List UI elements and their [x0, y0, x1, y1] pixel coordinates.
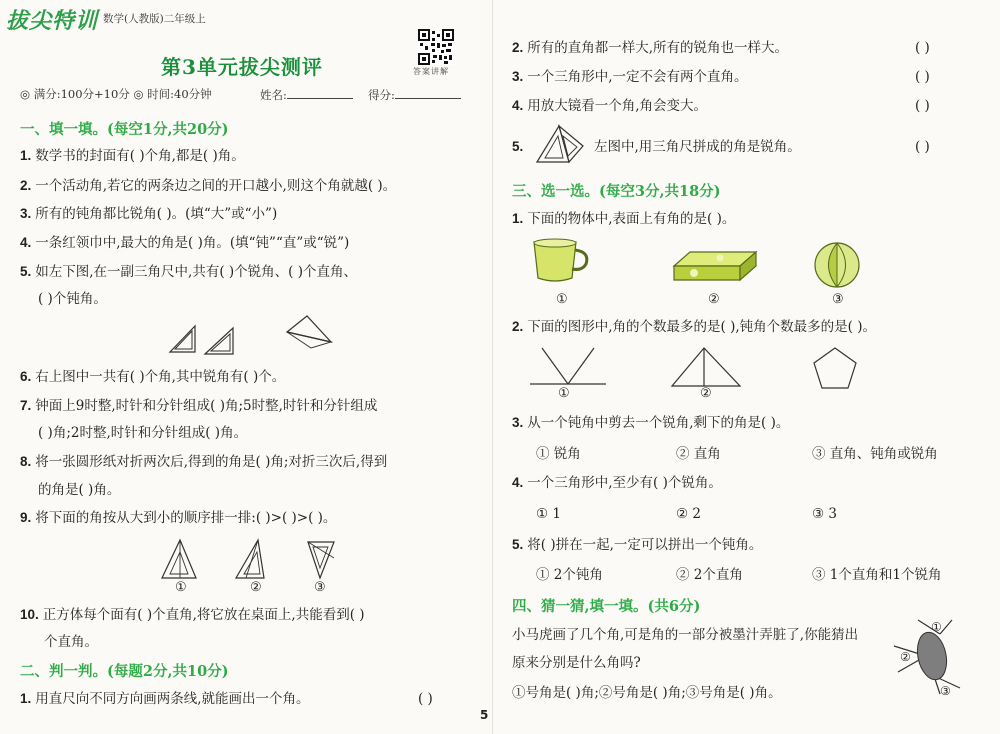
- brand-logo: 拔尖特训: [6, 9, 99, 34]
- question-text: ①号角是( )角;②号角是( )角;③号角是( )角。: [512, 685, 782, 701]
- question: 1. 下面的物体中,表面上有角的是( )。: [512, 211, 736, 227]
- option: ① 1: [536, 506, 561, 522]
- figure-label: ②: [700, 386, 712, 401]
- folded-shape-figure: [285, 314, 335, 352]
- page-number: 5: [480, 708, 489, 722]
- figure-label: ①: [931, 620, 942, 634]
- option: ③ 直角、钝角或锐角: [812, 446, 938, 462]
- cup-icon: [530, 238, 592, 288]
- question-text: 小马虎画了几个角,可是角的一部分被墨汁弄脏了,你能猜出: [512, 627, 859, 643]
- question: 4. 用放大镜看一个角,角会变大。: [512, 98, 708, 114]
- answer-paren: ( ): [915, 139, 930, 155]
- answer-paren: ( ): [915, 40, 930, 56]
- question: 5.: [512, 139, 524, 154]
- figure-label: ②: [900, 650, 911, 664]
- question: 6. 右上图中一共有( )个角,其中锐角有( )个。: [20, 369, 286, 385]
- qr-code-icon: [418, 29, 454, 65]
- figure-label: ③: [940, 684, 951, 698]
- option: ② 2: [676, 506, 701, 522]
- score-field: 得分:: [368, 86, 461, 103]
- question: 8. 将一张圆形纸对折两次后,得到的角是( )角;对折三次后,得到: [20, 454, 388, 470]
- option: ② 2个直角: [676, 567, 743, 583]
- page-title: 第3单元拔尖测评: [161, 55, 323, 79]
- question: 2. 下面的图形中,角的个数最多的是( ),钝角个数最多的是( )。: [512, 319, 876, 335]
- question: 2. 所有的直角都一样大,所有的锐角也一样大。: [512, 40, 789, 56]
- figure-label: ①: [558, 386, 570, 401]
- ball-icon: [812, 240, 862, 290]
- name-field: 姓名:: [260, 86, 353, 103]
- question-continued: ( )角;2时整,时针和分针组成( )角。: [38, 425, 248, 441]
- question: 1. 数学书的封面有( )个角,都是( )角。: [20, 148, 245, 164]
- angle-lines-figure: [528, 344, 608, 386]
- question-continued: ( )个钝角。: [38, 291, 107, 307]
- question: 1. 用直尺向不同方向画两条线,就能画出一个角。: [20, 691, 310, 707]
- question: 2. 一个活动角,若它的两条边之间的开口越小,则这个角就越( )。: [20, 178, 397, 194]
- question: 10. 正方体每个面有( )个直角,将它放在桌面上,共能看到( ): [20, 607, 365, 623]
- question: 3. 所有的钝角都比锐角( )。(填“大”或“小”): [20, 206, 278, 222]
- question: 9. 将下面的角按从大到小的顺序排一排:( )>( )>( )。: [20, 510, 337, 526]
- question: 5. 如左下图,在一副三角尺中,共有( )个锐角、( )个直角、: [20, 264, 357, 280]
- triangle-rulers-figure: [165, 318, 245, 358]
- page-fold: [492, 0, 493, 734]
- option: ③ 3: [812, 506, 837, 522]
- combined-rulers-figure: [535, 124, 585, 164]
- answer-paren: ( ): [915, 69, 930, 85]
- question: 4. 一条红领巾中,最大的角是( )角。(填“钝”“直”或“锐”): [20, 235, 350, 251]
- answer-paren: ( ): [418, 691, 433, 707]
- question: 3. 一个三角形中,一定不会有两个直角。: [512, 69, 748, 85]
- question: 4. 一个三角形中,至少有( )个锐角。: [512, 475, 722, 491]
- question: 3. 从一个钝角中剪去一个锐角,剩下的角是( )。: [512, 415, 790, 431]
- score-info: ◎ 满分:100分+10分 ◎ 时间:40分钟: [20, 87, 212, 101]
- option: ① 2个钝角: [536, 567, 603, 583]
- section-heading: 二、判一判。(每题2分,共10分): [20, 663, 229, 680]
- box-icon: [670, 246, 760, 286]
- subject-label: 数学(人教版)二年级上: [103, 13, 206, 25]
- section-heading: 一、填一填。(每空1分,共20分): [20, 121, 229, 138]
- qr-caption: 答案讲解: [413, 67, 449, 76]
- figure-label: ③: [832, 292, 844, 307]
- pentagon-figure: [812, 346, 858, 390]
- question-text: 原来分别是什么角吗?: [512, 655, 641, 671]
- triangle-figure: [670, 346, 742, 388]
- angle-rulers-figure: [160, 538, 360, 582]
- answer-paren: ( ): [915, 98, 930, 114]
- section-heading: 四、猜一猜,填一填。(共6分): [512, 598, 701, 615]
- option: ① 锐角: [536, 446, 581, 462]
- question: 5. 将( )拼在一起,一定可以拼出一个钝角。: [512, 537, 763, 553]
- figure-label: ③: [314, 580, 326, 595]
- figure-label: ②: [250, 580, 262, 595]
- section-heading: 三、选一选。(每空3分,共18分): [512, 183, 721, 200]
- question: 7. 钟面上9时整,时针和分针组成( )角;5时整,时针和分针组成: [20, 398, 378, 414]
- option: ② 直角: [676, 446, 721, 462]
- question-continued: 的角是( )角。: [38, 482, 121, 498]
- figure-label: ①: [556, 292, 568, 307]
- figure-label: ①: [175, 580, 187, 595]
- option: ③ 1个直角和1个锐角: [812, 567, 942, 583]
- figure-label: ②: [708, 292, 720, 307]
- question-text: 左图中,用三角尺拼成的角是锐角。: [594, 139, 801, 155]
- question-continued: 个直角。: [44, 634, 98, 650]
